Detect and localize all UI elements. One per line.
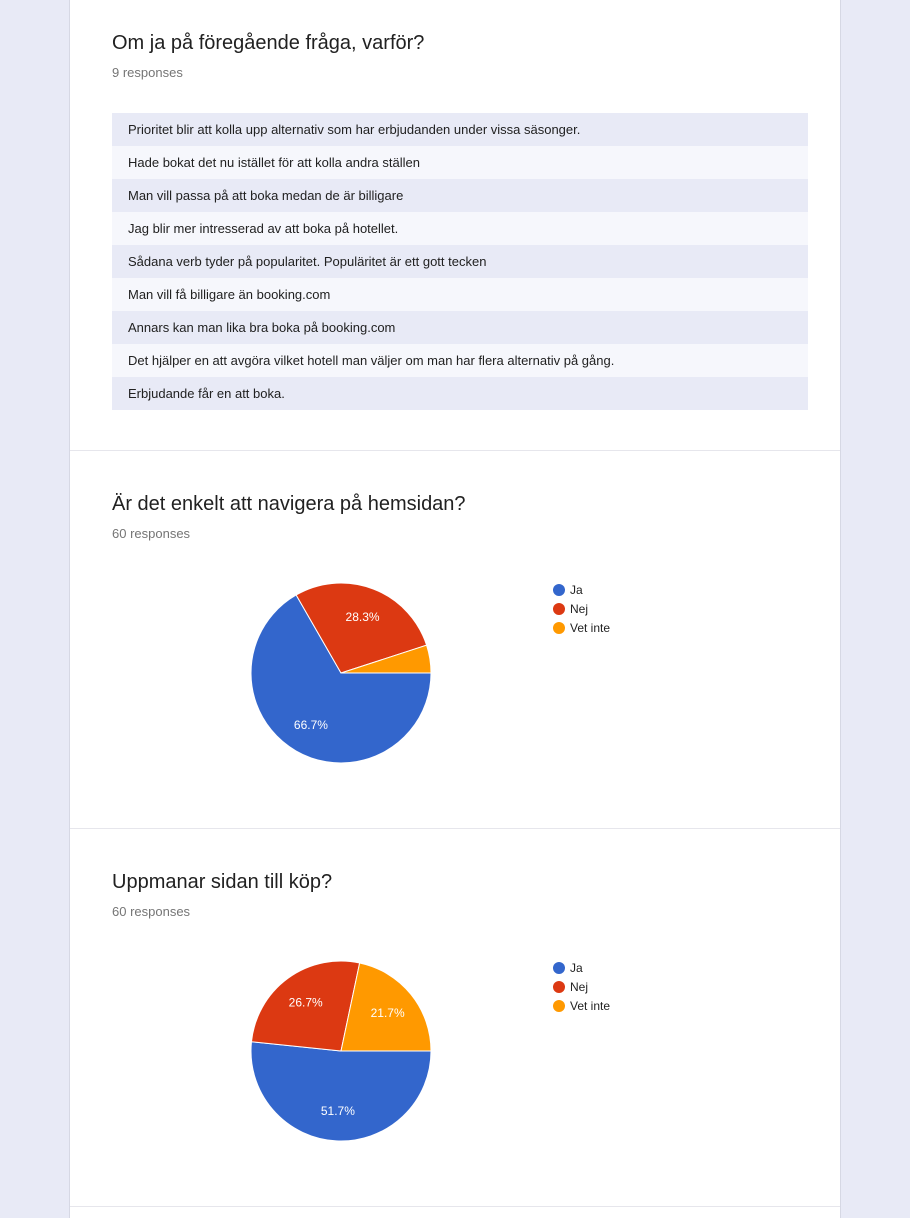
pie-chart-kop: [250, 960, 432, 1142]
legend-label: Vet inte: [570, 620, 611, 635]
legend-item-ja[interactable]: [553, 958, 610, 977]
legend-swatch-nej: [553, 981, 565, 993]
legend-swatch-nej: [553, 603, 565, 615]
legend-label: Nej: [570, 979, 589, 994]
legend-swatch-vet-inte: [553, 1000, 565, 1012]
legend-swatch-vet-inte: [553, 622, 565, 634]
question-title: Om ja på föregående fråga, varför?: [112, 32, 425, 54]
question-card-kop: [70, 829, 840, 1207]
legend-label: Ja: [570, 960, 583, 975]
response-item: Man vill passa på att boka medan de är billigare: [112, 179, 808, 212]
response-count: 9 responses: [112, 65, 183, 80]
question-title: Uppmanar sidan till köp?: [112, 871, 333, 893]
form-summary-page: [69, 0, 841, 1218]
question-card-navigera: [70, 451, 840, 829]
chart-legend: [553, 580, 610, 637]
slice-label-ja: 66.7%: [293, 717, 328, 732]
response-item: Hade bokat det nu istället för att kolla andra ställen: [112, 146, 808, 179]
response-item: Sådana verb tyder på popularitet. Populäritet är ett gott tecken: [112, 245, 808, 278]
legend-item-vet-inte[interactable]: [553, 618, 610, 637]
legend-item-ja[interactable]: [553, 580, 610, 599]
legend-label: Vet inte: [570, 998, 611, 1013]
slice-label-nej: 28.3%: [345, 610, 380, 625]
response-item: Erbjudande får en att boka.: [112, 377, 808, 410]
legend-swatch-ja: [553, 584, 565, 596]
legend-item-nej[interactable]: [553, 599, 610, 618]
response-item: Prioritet blir att kolla upp alternativ som har erbjudanden under vissa säsonger.: [112, 113, 808, 146]
pie-slice-ja[interactable]: [251, 1042, 431, 1141]
question-title: Är det enkelt att navigera på hemsidan?: [112, 493, 466, 515]
response-count: 60 responses: [112, 904, 191, 919]
response-list: [112, 113, 808, 410]
pie-chart-navigera: [250, 582, 432, 764]
response-item: Annars kan man lika bra boka på booking.com: [112, 311, 808, 344]
response-count: 60 responses: [112, 526, 191, 541]
response-item: Man vill få billigare än booking.com: [112, 278, 808, 311]
chart-legend: [553, 958, 610, 1015]
legend-swatch-ja: [553, 962, 565, 974]
slice-label-nej: 26.7%: [288, 995, 323, 1010]
legend-label: Ja: [570, 582, 583, 597]
slice-label-ja: 51.7%: [320, 1103, 355, 1118]
slice-label-vet-inte: 21.7%: [370, 1006, 405, 1021]
legend-item-vet-inte[interactable]: [553, 996, 610, 1015]
legend-item-nej[interactable]: [553, 977, 610, 996]
response-item: Det hjälper en att avgöra vilket hotell man väljer om man har flera alternativ på gång.: [112, 344, 808, 377]
response-item: Jag blir mer intresserad av att boka på hotellet.: [112, 212, 808, 245]
question-card-varfor: [70, 0, 840, 451]
legend-label: Nej: [570, 601, 589, 616]
